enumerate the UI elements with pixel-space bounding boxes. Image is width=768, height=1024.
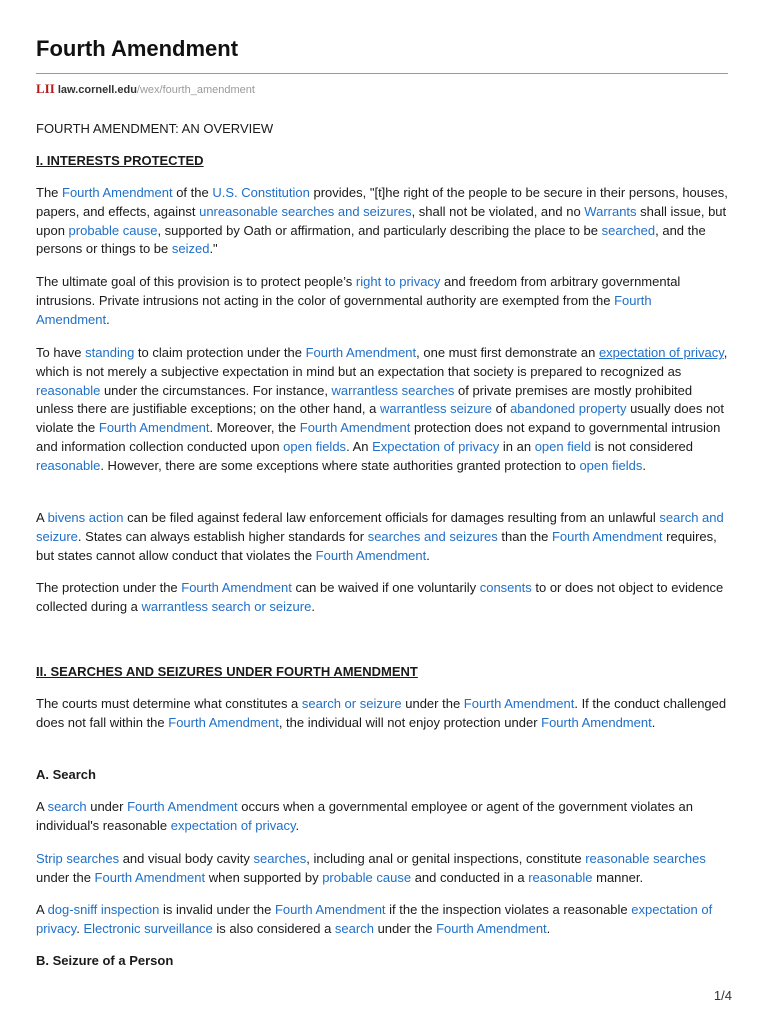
paragraph <box>36 273 728 329</box>
paragraph <box>36 344 728 476</box>
text-run: . <box>546 920 551 936</box>
inline-link[interactable]: Fourth Amendment <box>127 799 238 814</box>
text-run: can be waived if one voluntarily <box>291 580 480 595</box>
inline-link[interactable]: unreasonable searches and seizures <box>199 203 412 219</box>
inline-link[interactable]: Fourth Amendment <box>541 714 652 730</box>
inline-link[interactable]: searches <box>253 851 307 866</box>
inline-link[interactable]: reasonable <box>528 869 593 885</box>
paragraph <box>36 798 728 836</box>
inline-link[interactable]: search and seizure <box>36 510 724 544</box>
paragraph <box>36 695 728 733</box>
paragraph <box>36 579 728 617</box>
paragraph <box>36 152 728 171</box>
text-run: . <box>76 920 84 936</box>
text-run: The ultimate goal of this provision is to protect people’s <box>36 274 356 289</box>
inline-link[interactable]: Fourth Amendment <box>436 920 547 936</box>
inline-link[interactable]: open fields <box>579 457 643 473</box>
text-run: , supported by Oath or affirmation, and particularly describing the place to be <box>157 222 602 238</box>
text-run: , one must first demonstrate an <box>416 345 599 360</box>
inline-link[interactable]: search <box>47 799 87 814</box>
text-run: to or does not object to evidence collected during a <box>36 580 724 614</box>
inline-link[interactable]: Electronic surveillance <box>83 920 213 936</box>
text-run: . <box>311 598 315 614</box>
text-run: is not considered <box>591 438 693 454</box>
text-run: and conducted in a <box>411 869 529 885</box>
text-run: than the <box>497 528 552 544</box>
inline-link[interactable]: Fourth Amendment <box>168 714 279 730</box>
inline-link[interactable]: open fields <box>283 438 347 454</box>
inline-link[interactable]: Warrants <box>584 203 637 219</box>
text-run: occurs when a governmental employee or agent of the government violates an individual's reasonable <box>36 799 693 833</box>
text-run: and visual body cavity <box>119 851 254 866</box>
inline-link[interactable]: U.S. Constitution <box>212 185 310 200</box>
text-run: when supported by <box>205 869 323 885</box>
source-domain[interactable]: law.cornell.edu <box>57 84 137 96</box>
text-run: if the the inspection violates a reasonable <box>385 902 632 917</box>
text-run: . <box>106 311 110 327</box>
inline-link[interactable]: bivens action <box>47 510 124 525</box>
paragraph <box>36 766 728 785</box>
text-run: protection does not expand to governmental intrusion and information collection conducted upon <box>36 420 721 454</box>
inline-link[interactable]: reasonable <box>36 457 101 473</box>
paragraph <box>36 120 728 139</box>
inline-link[interactable]: consents <box>479 580 532 595</box>
text-run: is also considered a <box>212 920 335 936</box>
inline-link[interactable]: Expectation of privacy <box>372 438 500 454</box>
inline-link[interactable]: searched <box>601 222 656 238</box>
text-run: . However, there are some exceptions where state authorities granted protection to <box>100 457 580 473</box>
paragraph <box>36 952 728 971</box>
text-run: , including anal or genital inspections, constitute <box>306 851 586 866</box>
text-run: of the <box>172 185 213 200</box>
inline-link[interactable]: search or seizure <box>301 696 402 711</box>
inline-link[interactable]: expectation of privacy <box>598 345 724 360</box>
subsection-heading: A. Search <box>36 767 96 782</box>
text-run: manner. <box>592 869 644 885</box>
text-run: . <box>295 817 300 833</box>
inline-link[interactable]: probable cause <box>322 869 412 885</box>
text-run: . An <box>346 438 373 454</box>
inline-link[interactable]: warrantless seizure <box>380 401 492 417</box>
text-run: can be filed against federal law enforcement officials for damages resulting from an unlawful <box>123 510 660 525</box>
inline-link[interactable]: dog-sniff inspection <box>47 902 160 917</box>
inline-link[interactable]: Fourth Amendment <box>551 528 663 544</box>
inline-link[interactable]: Fourth Amendment <box>463 696 575 711</box>
inline-link[interactable]: reasonable searches <box>585 851 706 866</box>
page-number: 1/4 <box>713 988 732 1003</box>
text-run: of private premises are mostly prohibited unless there are justifiable exceptions; on the other hand, a <box>36 382 693 417</box>
inline-link[interactable]: Fourth Amendment <box>98 420 210 436</box>
paragraph <box>36 901 728 939</box>
text-run: The <box>36 185 63 200</box>
text-run: under the <box>373 920 437 936</box>
text-run: under <box>86 799 128 814</box>
inline-link[interactable]: searches and seizures <box>367 528 498 544</box>
inline-link[interactable]: search <box>334 920 374 936</box>
section-heading: II. SEARCHES AND SEIZURES UNDER FOURTH AMENDMENT <box>36 664 418 679</box>
inline-link[interactable]: probable cause <box>68 222 158 238</box>
text-run: ." <box>209 241 218 257</box>
text-run: under the <box>401 696 464 711</box>
text-run: requires, but states cannot allow conduct that violates the <box>36 528 717 563</box>
text-run: The courts must determine what constitutes a <box>36 696 302 711</box>
text-run: to claim protection under the <box>134 345 306 360</box>
lii-logo: LII <box>36 81 55 96</box>
text-run: , which is not merely a subjective expectation in mind but an expectation that society is prepared to recognized as <box>36 345 728 379</box>
inline-link[interactable]: expectation of privacy <box>36 902 713 936</box>
text-run: . <box>651 714 656 730</box>
text-run: of <box>492 401 511 417</box>
text-run: , the individual will not enjoy protection under <box>278 714 542 730</box>
text-run: usually does not violate the <box>36 401 725 436</box>
text-run: , and the persons or things to be <box>36 222 706 257</box>
text-run: in an <box>499 438 535 454</box>
text-run: . <box>642 457 646 473</box>
text-run: under the circumstances. For instance, <box>100 382 332 398</box>
text-run: . Moreover, the <box>209 420 300 436</box>
inline-link[interactable]: Fourth Amendment <box>94 869 206 885</box>
text-run: . If the conduct challenged does not fall within the <box>36 696 727 730</box>
text-run: FOURTH AMENDMENT: AN OVERVIEW <box>36 121 274 136</box>
text-run: A <box>36 510 48 525</box>
paragraph <box>36 663 728 682</box>
inline-link[interactable]: Fourth Amendment <box>36 292 652 327</box>
inline-link[interactable]: warrantless searches <box>331 382 455 398</box>
inline-link[interactable]: standing <box>85 345 135 360</box>
text-run: A <box>36 799 48 814</box>
section-heading: I. INTERESTS PROTECTED <box>36 153 204 168</box>
source-path[interactable]: /wex/fourth_amendment <box>136 84 255 96</box>
inline-link[interactable]: Fourth Amendment <box>274 902 386 917</box>
paragraph <box>36 509 728 565</box>
paragraph <box>36 184 728 259</box>
text-run: . States can always establish higher standards for <box>77 528 368 544</box>
page-title: Fourth Amendment <box>36 36 239 61</box>
paragraph <box>36 850 728 888</box>
title-divider <box>36 73 728 74</box>
text-run: The protection under the <box>36 580 182 595</box>
inline-link[interactable]: Fourth Amendment <box>305 345 417 360</box>
inline-link[interactable]: Fourth Amendment <box>62 185 173 200</box>
inline-link[interactable]: open field <box>534 438 592 454</box>
inline-link[interactable]: seized <box>171 241 210 257</box>
text-run: is invalid under the <box>159 902 275 917</box>
inline-link[interactable]: Strip searches <box>36 851 120 866</box>
text-run: and freedom from arbitrary governmental intrusions. Private intrusions not acting in the color of governmental authority are exempted from the <box>36 274 681 308</box>
inline-link[interactable]: Fourth Amendment <box>181 580 292 595</box>
inline-link[interactable]: abandoned property <box>510 401 627 417</box>
subsection-heading: B. Seizure of a Person <box>36 953 174 968</box>
inline-link[interactable]: right to privacy <box>355 274 441 289</box>
text-run: under the <box>36 869 95 885</box>
inline-link[interactable]: expectation of privacy <box>170 817 296 833</box>
text-run: A <box>36 902 48 917</box>
text-run: shall issue, but upon <box>36 203 727 238</box>
inline-link[interactable]: Fourth Amendment <box>299 420 411 436</box>
text-run: , shall not be violated, and no <box>411 203 585 219</box>
text-run: provides, "[t]he right of the people to be secure in their persons, houses, papers, and effects, against <box>36 185 728 219</box>
text-run: To have <box>36 345 86 360</box>
inline-link[interactable]: reasonable <box>36 382 101 398</box>
inline-link[interactable]: warrantless search or seizure <box>141 598 312 614</box>
text-run: . <box>426 547 430 563</box>
inline-link[interactable]: Fourth Amendment <box>315 547 427 563</box>
source-url[interactable] <box>36 81 255 97</box>
